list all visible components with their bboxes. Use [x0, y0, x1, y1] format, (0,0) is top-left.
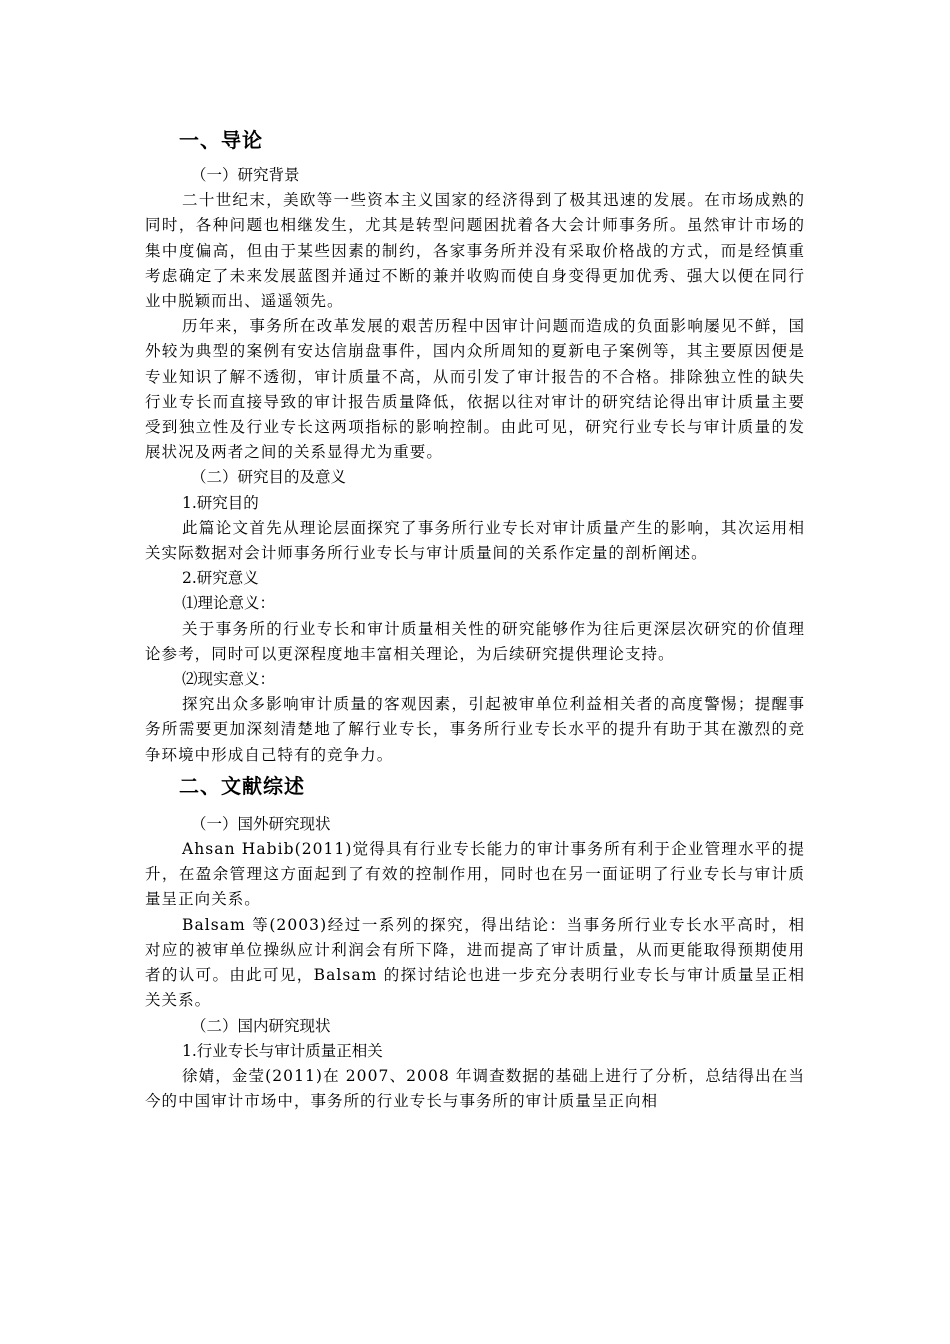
paragraph-foreign-1: Ahsan Habib(2011)觉得具有行业专长能力的审计事务所有利于企业管理水平的提升，在盈余管理这方面起到了有效的控制作用，同时也在另一面证明了行业专长与审计质量呈正向关系。 [145, 840, 805, 909]
paragraph-purpose: 此篇论文首先从理论层面探究了事务所行业专长对审计质量产生的影响，其次运用相关实际数据对会计师事务所行业专长与审计质量间的关系作定量的剖析阐述。 [145, 518, 805, 563]
subheading-purpose-significance: （二）研究目的及意义 [191, 468, 347, 487]
item-research-purpose: 1.研究目的 [182, 493, 259, 512]
subheading-foreign-research: （一）国外研究现状 [191, 814, 331, 833]
section-heading-introduction: 一、导论 [179, 128, 263, 152]
paragraph-theoretical: 关于事务所的行业专长和审计质量相关性的研究能够作为往后更深层次研究的价值理论参考，同时可以更深程度地丰富相关理论，为后续研究提供理论支持。 [145, 619, 805, 663]
item-positive-correlation: 1.行业专长与审计质量正相关 [182, 1041, 383, 1060]
paragraph-background-1: 二十世纪末，美欧等一些资本主义国家的经济得到了极其迅速的发展。在市场成熟的同时，各种问题也相继发生，尤其是转型问题困扰着各大会计师事务所。虽然审计市场的集中度偏高，但由于某些因素的制约，各家事务所并没有采取价格战的方式，而是经慎重考虑确定了未来发展蓝图并通过不断的兼并收购而使自身变得更加优秀、强大以便在同行业中脱颖而出、遥遥领先。 [145, 191, 805, 311]
paragraph-domestic-1: 徐婧，金莹(2011)在 2007、2008 年调查数据的基础上进行了分析，总结得出在当今的中国审计市场中，事务所的行业专长与事务所的审计质量呈正向相 [145, 1066, 805, 1111]
paragraph-practical: 探究出众多影响审计质量的客观因素，引起被审单位利益相关者的高度警惕；提醒事务所需要更加深刻清楚地了解行业专长，事务所行业专长水平的提升有助于其在激烈的竞争环境中形成自己特有的竞争力。 [145, 695, 805, 764]
subheading-domestic-research: （二）国内研究现状 [191, 1016, 331, 1035]
item-practical-significance: ⑵现实意义： [182, 670, 276, 689]
item-research-significance: 2.研究意义 [182, 569, 259, 588]
section-heading-literature-review: 二、文献综述 [179, 773, 305, 798]
paragraph-background-2: 历年来，事务所在改革发展的艰苦历程中因审计问题而造成的负面影响屡见不鲜，国外较为典型的案例有安达信崩盘事件，国内众所周知的夏新电子案例等，其主要原因便是专业知识了解不透彻，审计质量不高，从而引发了审计报告的不合格。排除独立性的缺失行业专长而直接导致的审计报告质量降低，依据以往对审计的研究结论得出审计质量主要受到独立性及行业专长这两项指标的影响控制。由此可见，研究行业专长与审计质量的发展状况及两者之间的关系显得尤为重要。 [145, 317, 805, 462]
subheading-research-background: （一）研究背景 [191, 166, 300, 184]
paragraph-foreign-2: Balsam 等(2003)经过一系列的探究，得出结论：当事务所行业专长水平高时，相对应的被审单位操纵应计利润会有所下降，进而提高了审计质量，从而更能取得预期使用者的认可。由此可见，Balsam 的探讨结论也进一步充分表明行业专长与审计质量呈正相关关系。 [145, 915, 805, 1010]
item-theoretical-significance: ⑴理论意义： [182, 594, 276, 613]
